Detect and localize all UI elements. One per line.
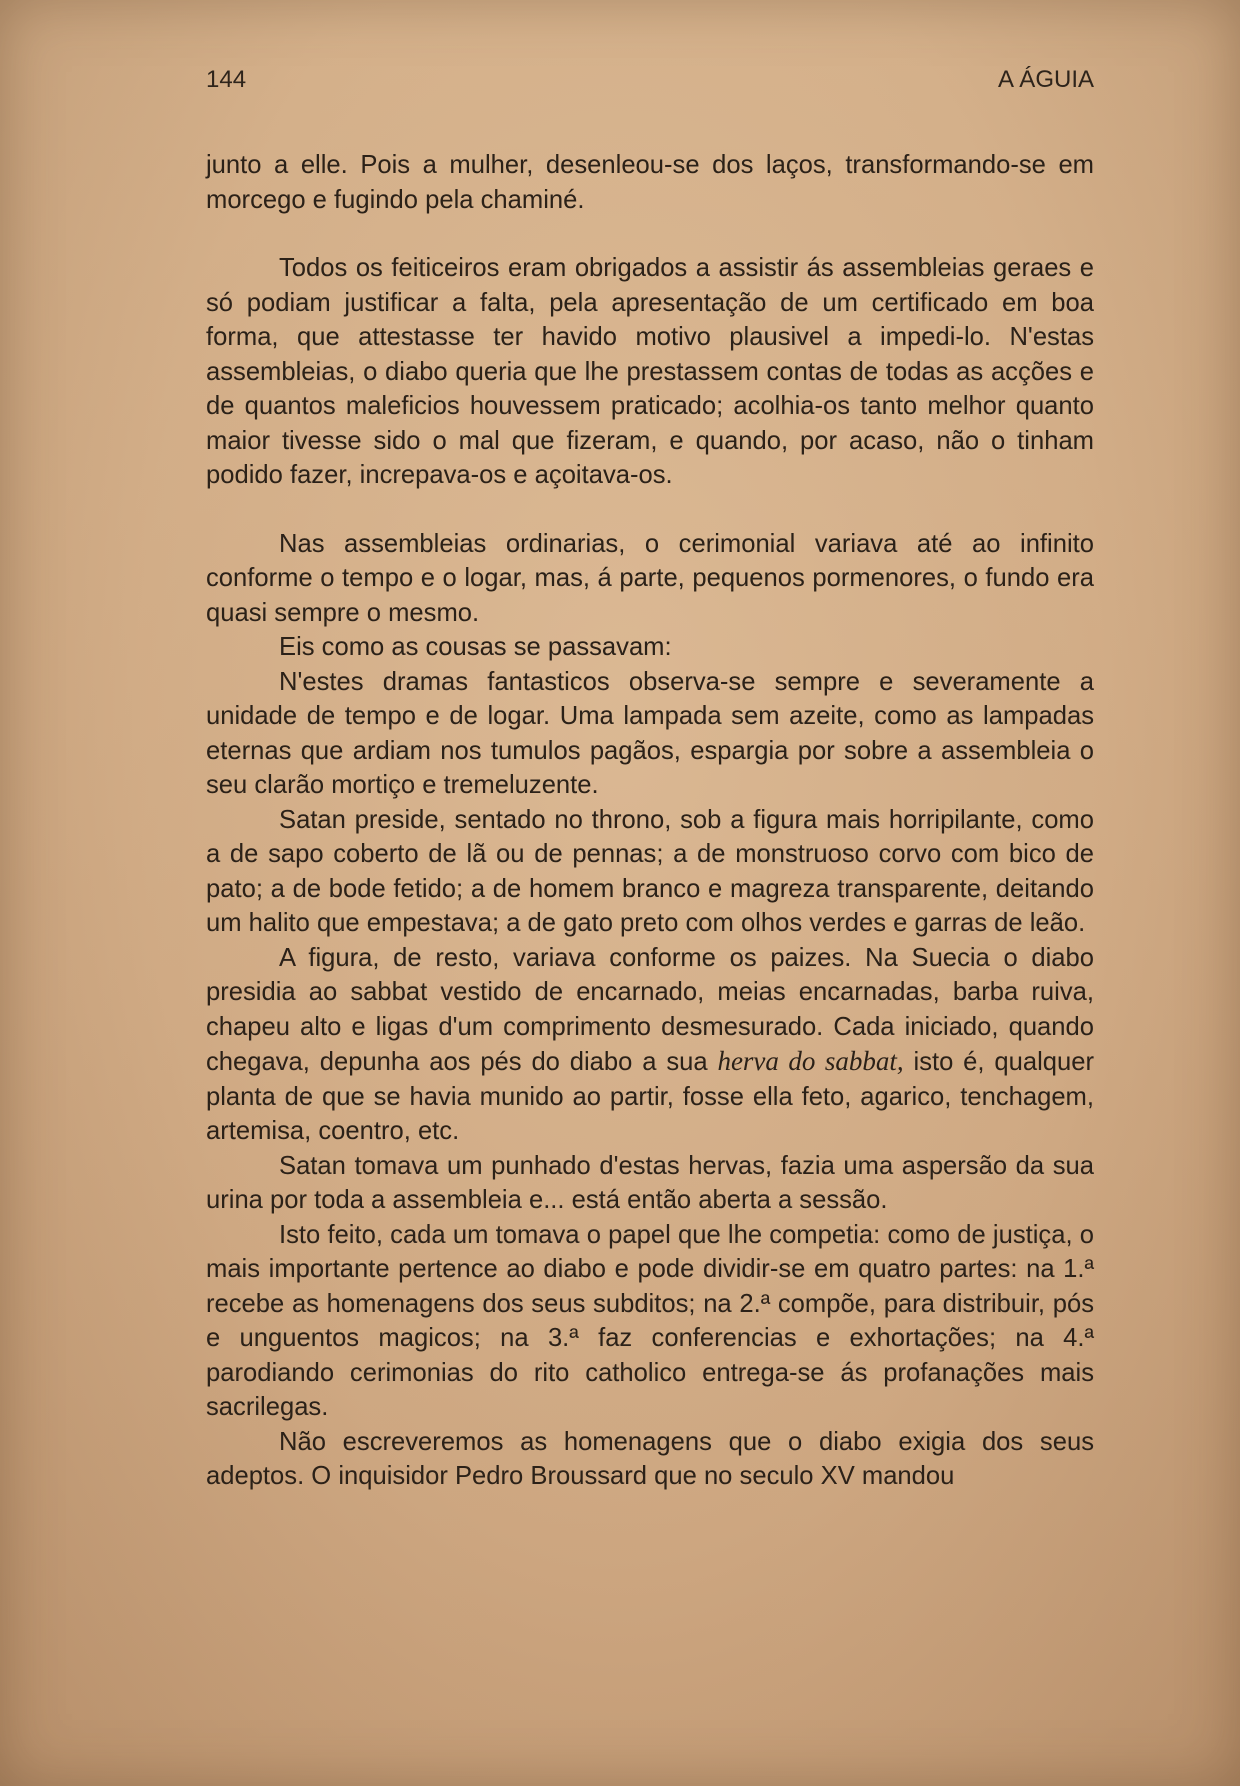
paragraph-7-text-after: isto é, qualquer planta de que se havia munido ao partir, fosse ella feto, agarico, tenchagem, artemisa, coentro, etc.	[206, 1048, 1094, 1145]
paragraph-7	[206, 941, 1094, 1149]
paragraph-7-text-before: A figura, de resto, variava conforme os paizes. Na Suecia o diabo presidia ao sabbat vestido de encarnado, meias encarnadas, barba ruiva, chapeu alto e ligas d'um comprimento desmesurado. Cada iniciado, quando chegava, depunha aos pés do diabo a sua	[206, 943, 1094, 1076]
body-text	[206, 148, 1094, 1494]
paragraph-6: Satan preside, sentado no throno, sob a figura mais horripilante, como a de sapo coberto de lã ou de pennas; a de monstruoso corvo com bico de pato; a de bode fetido; a de homem branco e magreza transparente, deitando um halito que empestava; a de gato preto com olhos verdes e garras de leão.	[206, 805, 1094, 937]
paragraph-2: Todos os feiticeiros eram obrigados a assistir ás assembleias geraes e só podiam justificar a falta, pela apresentação de um certificado em boa forma, que attestasse ter havido motivo plausivel a impedi-lo. N'estas assembleias, o diabo queria que lhe prestassem contas de todas as acções e de quantos maleficios houvessem praticado; acolhia-os tanto melhor quanto maior tivesse sido o mal que fizeram, e quando, por acaso, não o tinham podido fazer, increpava-os e açoitava-os.	[206, 254, 1094, 489]
paragraph-3: Nas assembleias ordinarias, o cerimonial variava até ao infinito conforme o tempo e o logar, mas, á parte, pequenos pormenores, o fundo era quasi sempre o mesmo.	[206, 529, 1094, 627]
paragraph-4: Eis como as cousas se passavam:	[279, 633, 672, 661]
page-number: 144	[206, 66, 247, 93]
paragraph-9: Isto feito, cada um tomava o papel que lhe competia: como de justiça, o mais importante pertence ao diabo e pode dividir-se em quatro partes: na 1.ª recebe as homenagens dos seus subditos; na 2.ª compõe, para distribuir, pós e unguentos magicos; na 3.ª faz conferencias e exhortações; na 4.ª parodiando cerimonias do rito catholico entrega-se ás profanações mais sacrilegas.	[206, 1220, 1094, 1421]
paragraph-8: Satan tomava um punhado d'estas hervas, fazia uma aspersão da sua urina por toda a assembleia e... está então aberta a sessão.	[206, 1151, 1094, 1214]
running-title: A ÁGUIA	[997, 66, 1094, 93]
paragraph-10: Não escreveremos as homenagens que o diabo exigia dos seus adeptos. O inquisidor Pedro Broussard que no seculo XV mandou	[206, 1427, 1094, 1490]
paragraph-7-italic-term: herva do sabbat,	[717, 1046, 904, 1076]
paragraph-5: N'estes dramas fantasticos observa-se sempre e severamente a unidade de tempo e de logar. Uma lampada sem azeite, como as lampadas eternas que ardiam nos tumulos pagãos, espargia por sobre a assembleia o seu clarão mortiço e tremeluzente.	[206, 667, 1094, 799]
paragraph-1: junto a elle. Pois a mulher, desenleou-se dos laços, transformando-se em morcego e fugindo pela chaminé.	[206, 151, 1094, 214]
page-header	[206, 66, 1094, 100]
